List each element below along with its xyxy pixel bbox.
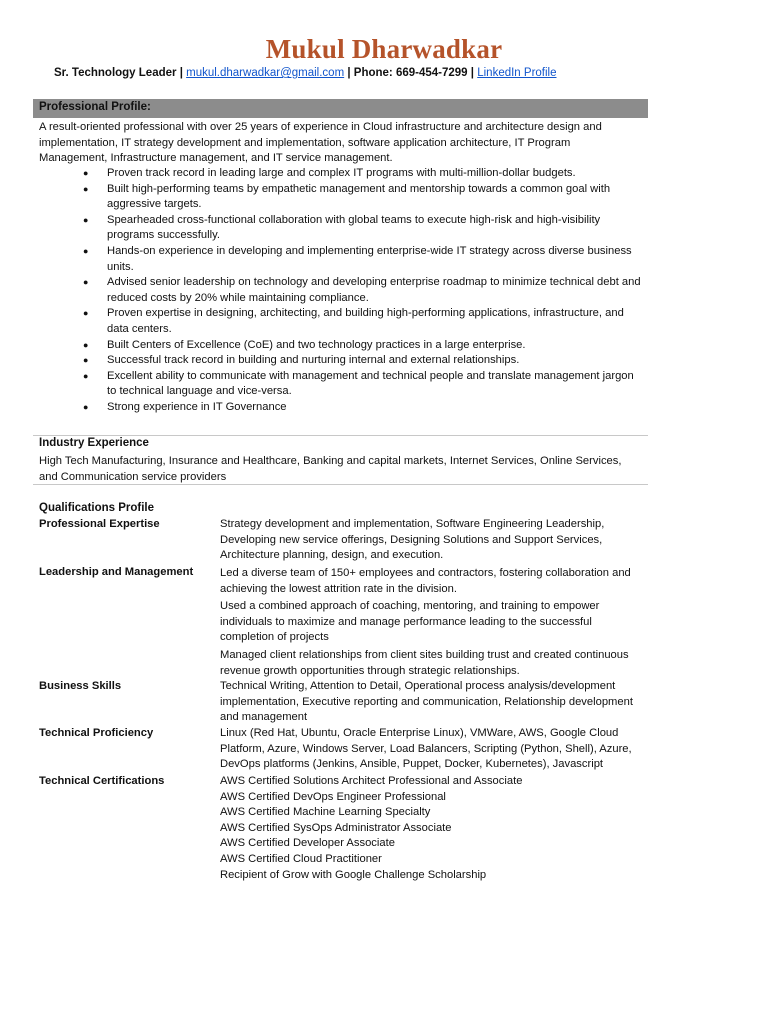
- list-item: ● Built Centers of Excellence (CoE) and two technology practices in a large enterprise.: [83, 338, 643, 354]
- profile-summary: A result-oriented professional with over 25 years of experience in Cloud infrastructure and architecture design and implementation, IT strategy development and implementation, software application architecture, IT Program Management, Infrastructure management, and IT service management.: [39, 121, 602, 165]
- list-item: ● Proven expertise in designing, architecting, and building high-performing applications, infrastructure, and data centers.: [83, 306, 643, 337]
- certification-item: Recipient of Grow with Google Challenge Scholarship: [220, 868, 487, 881]
- certification-item: AWS Certified Cloud Practitioner: [220, 852, 382, 865]
- technical-proficiency-label: Technical Proficiency: [39, 727, 154, 739]
- candidate-name: Mukul Dharwadkar: [265, 34, 503, 64]
- professional-profile-heading: Professional Profile:: [39, 101, 151, 113]
- certification-item: AWS Certified DevOps Engineer Professional: [220, 790, 446, 803]
- business-skills-value: Technical Writing, Attention to Detail, Operational process analysis/development implementation, Executive reporting and communication, Relationship development and management: [220, 680, 633, 724]
- section-header-bar: [33, 99, 648, 118]
- certification-item: AWS Certified Developer Associate: [220, 837, 395, 850]
- list-item: ● Successful track record in building and nurturing internal and external relationships.: [83, 353, 643, 369]
- separator: |: [347, 67, 351, 79]
- separator: |: [470, 67, 475, 79]
- leadership-label: Leadership and Management: [39, 566, 194, 578]
- list-item: ● Excellent ability to communicate with management and technical people and translate management jargon to technical language and vice-versa.: [83, 369, 643, 400]
- certification-item: AWS Certified Solutions Architect Professional and Associate: [220, 775, 523, 787]
- leadership-item: Led a diverse team of 150+ employees and contractors, fostering collaboration and achieving the lowest attrition rate in the division.: [220, 567, 631, 595]
- technical-proficiency-value: Linux (Red Hat, Ubuntu, Oracle Enterprise Linux), VMWare, AWS, Google Cloud Platform, Azure, Windows Server, Load Balancers, Scripting (Python, Shell), Azure, DevOps platforms (Jenkins, Ansible, Puppet, Docker, Kubernetes), Javascript: [220, 727, 632, 771]
- list-item: ● Strong experience in IT Governance: [83, 400, 643, 416]
- list-item: ● Spearheaded cross-functional collaboration with global teams to execute high-risk and high-visibility programs successfully.: [83, 213, 643, 244]
- industry-heading: Industry Experience: [39, 437, 149, 449]
- list-item: ● Built high-performing teams by empathetic management and mentorship towards a common goal with aggressive targets.: [83, 182, 643, 213]
- qualifications-heading: Qualifications Profile: [39, 502, 155, 514]
- leadership-item: Used a combined approach of coaching, mentoring, and training to empower individuals to maximize and manage performance leading to the successful completion of projects: [220, 600, 600, 644]
- certifications-list: [220, 774, 640, 883]
- section-divider: [33, 484, 648, 485]
- business-skills-label: Business Skills: [39, 680, 122, 692]
- industry-text: High Tech Manufacturing, Insurance and Healthcare, Banking and capital markets, Internet Services, Online Services, and Communication service providers: [39, 455, 622, 483]
- linkedin-link[interactable]: LinkedIn Profile: [477, 67, 557, 79]
- expertise-value: Strategy development and implementation, Software Engineering Leadership, Developing new service offerings, Designing Solutions and Support Services, Architecture planning, design, and execution.: [220, 518, 605, 562]
- certification-item: AWS Certified SysOps Administrator Associate: [220, 821, 452, 834]
- separator: |: [179, 67, 183, 79]
- expertise-label: Professional Expertise: [39, 518, 160, 530]
- leadership-item: Managed client relationships from client sites building trust and created continuous revenue growth opportunities through strategic relationships.: [220, 649, 629, 677]
- email-link[interactable]: mukul.dharwadkar@gmail.com: [186, 67, 345, 79]
- phone-number: Phone: 669-454-7299: [353, 67, 468, 79]
- list-item: ● Proven track record in leading large and complex IT programs with multi-million-dollar budgets.: [83, 166, 643, 182]
- list-item: ● Hands-on experience in developing and implementing enterprise-wide IT strategy across diverse business units.: [83, 244, 643, 275]
- section-divider: [33, 435, 648, 436]
- list-item: ● Advised senior leadership on technology and developing enterprise roadmap to minimize technical debt and reduced costs by 20% while maintaining compliance.: [83, 275, 643, 306]
- contact-line: [54, 67, 557, 79]
- job-title: Sr. Technology Leader: [54, 67, 177, 79]
- certification-item: AWS Certified Machine Learning Specialty: [220, 806, 431, 819]
- certifications-label: Technical Certifications: [39, 775, 165, 787]
- profile-bullet-list: [83, 166, 643, 416]
